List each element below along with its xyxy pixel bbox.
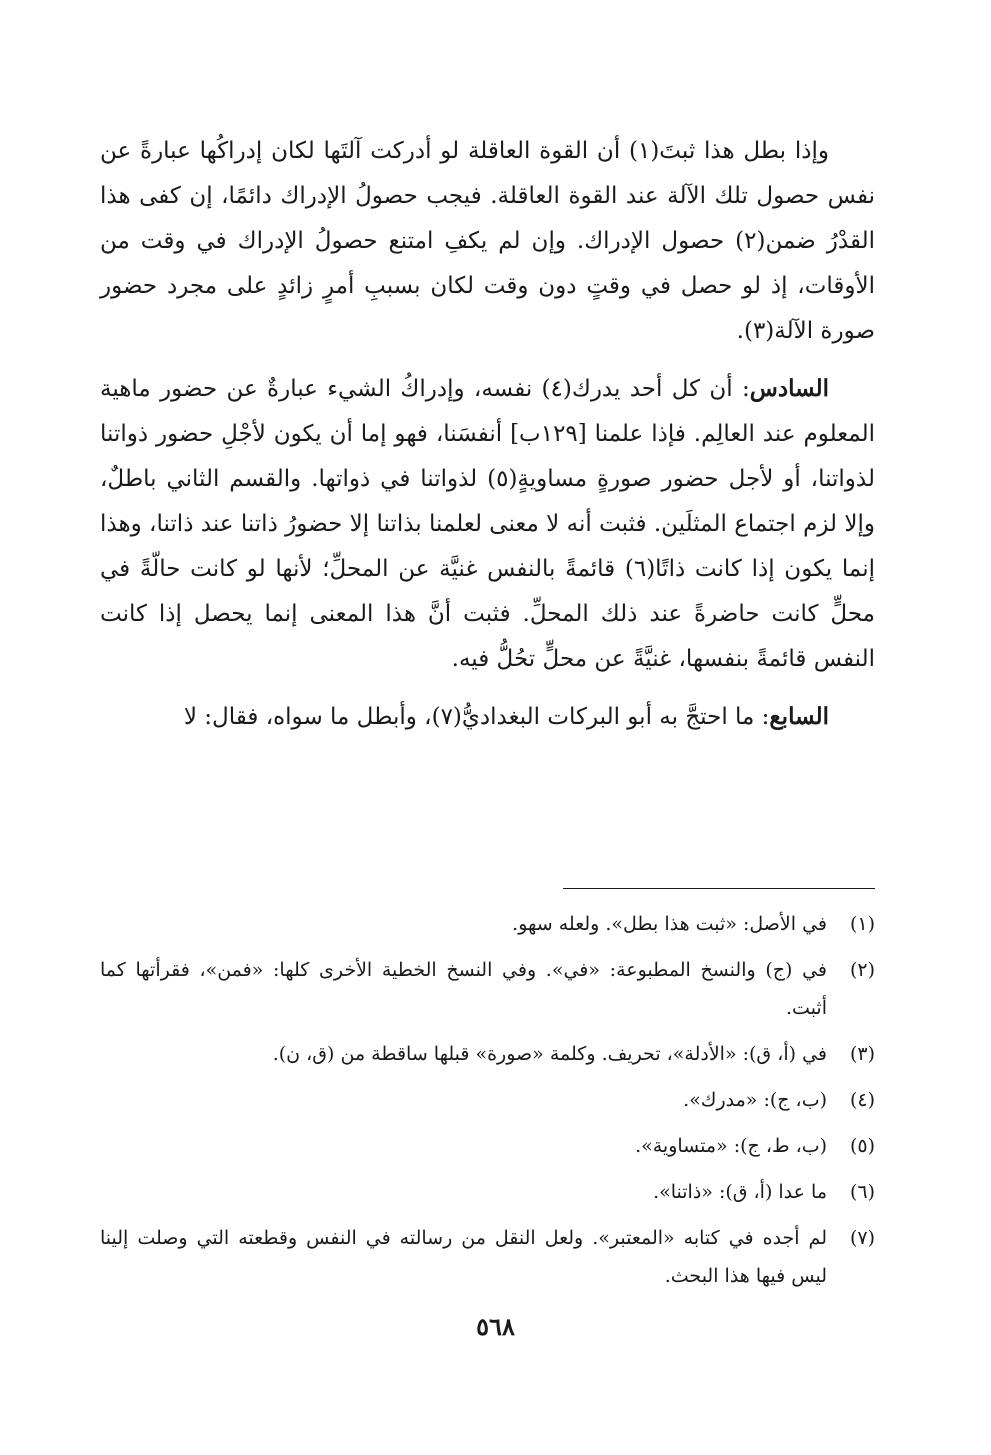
footnote-text: في (ج) والنسخ المطبوعة: «في». وفي النسخ الخطية الأخرى كلها: «فمن»، فقرأتها كما أثبت. bbox=[100, 959, 827, 1019]
footnote-3 bbox=[100, 1035, 875, 1073]
footnote-number: (٢) bbox=[849, 959, 875, 981]
footnote-number: (٣) bbox=[849, 1043, 875, 1065]
footnote-text: في الأصل: «ثبت هذا بطل». ولعله سهو. bbox=[512, 913, 827, 935]
footnote-1 bbox=[100, 905, 875, 943]
paragraph-text: وإذا بطل هذا ثبتَ(١) أن القوة العاقلة لو أدركت آلتَها لكان إدراكُها عبارةً عن نفس حصول تلك الآلة عند القوة العاقلة. فيجب حصولُ الإدراك دائمًا، إن كفى هذا القدْرُ ضمن(٢) حصول الإدراك. وإن لم يكفِ امتنع حصولُ الإدراك في وقت من الأوقات، إذ لو حصل في وقتٍ دون وقت لكان بسببِ أمرٍ زائدٍ على مجرد حضور صورة الآلة(٣). bbox=[100, 138, 876, 344]
page-number: ٥٦٨ bbox=[476, 1312, 515, 1341]
footnote-text: ما عدا (أ، ق): «ذاتنا». bbox=[653, 1181, 827, 1203]
footnote-number: (٧) bbox=[849, 1227, 875, 1249]
footnote-text: (ب، ج): «مدرك». bbox=[683, 1089, 827, 1111]
footnotes bbox=[100, 905, 875, 1303]
paragraph-text: : ما احتجَّ به أبو البركات البغداديُّ(٧)، وأبطل ما سواه، فقال: لا bbox=[183, 704, 770, 730]
footnote-separator bbox=[563, 888, 875, 889]
footnote-number: (٥) bbox=[849, 1135, 875, 1157]
paragraph-lead: السادس bbox=[749, 375, 829, 402]
footnote-2 bbox=[100, 951, 875, 1027]
footnote-text: في (أ، ق): «الأدلة»، تحريف. وكلمة «صورة» قبلها ساقطة من (ق، ن). bbox=[272, 1043, 827, 1065]
paragraph-1 bbox=[100, 128, 875, 354]
footnote-number: (١) bbox=[849, 913, 875, 935]
footnote-number: (٤) bbox=[849, 1089, 875, 1111]
footnote-6 bbox=[100, 1173, 875, 1211]
footnote-number: (٦) bbox=[849, 1181, 875, 1203]
footnote-7 bbox=[100, 1219, 875, 1295]
paragraph-lead: السابع bbox=[769, 703, 829, 730]
main-text bbox=[100, 128, 875, 752]
footnote-text: (ب، ط، ج): «متساوية». bbox=[635, 1135, 827, 1157]
paragraph-text: : أن كل أحد يدرك(٤) نفسه، وإدراكُ الشيء عبارةٌ عن حضور ماهية المعلوم عند العالِم. فإذا علمنا [١٢٩ب] أنفسَنا، فهو إما أن يكون لأجْلِ حضور ذواتنا لذواتنا، أو لأجل حضور صورةٍ مساويةٍ(٥) لذواتنا في ذواتها. والقسم الثاني باطلٌ، وإلا لزم اجتماع المثلَين. فثبت أنه لا معنى لعلمنا بذاتنا إلا حضورُ ذاتنا عند ذاتنا، وهذا إنما يكون إذا كانت ذاتًا(٦) قائمةً بالنفس غنيَّة عن المحلِّ؛ لأنها لو كانت حالّةً في محلٍّ كانت حاضرةً عند ذلك المحلِّ. فثبت أنَّ هذا المعنى إنما يحصل إذا كانت النفس قائمةً بنفسها، غنيَّةً عن محلٍّ تحُلُّ فيه. bbox=[100, 376, 876, 672]
paragraph-3 bbox=[100, 694, 875, 740]
footnote-4 bbox=[100, 1081, 875, 1119]
footnote-5 bbox=[100, 1127, 875, 1165]
paragraph-2 bbox=[100, 366, 875, 682]
footnote-text: لم أجده في كتابه «المعتبر». ولعل النقل من رسالته في النفس وقطعته التي وصلت إلينا ليس فيها هذا البحث. bbox=[100, 1227, 827, 1287]
